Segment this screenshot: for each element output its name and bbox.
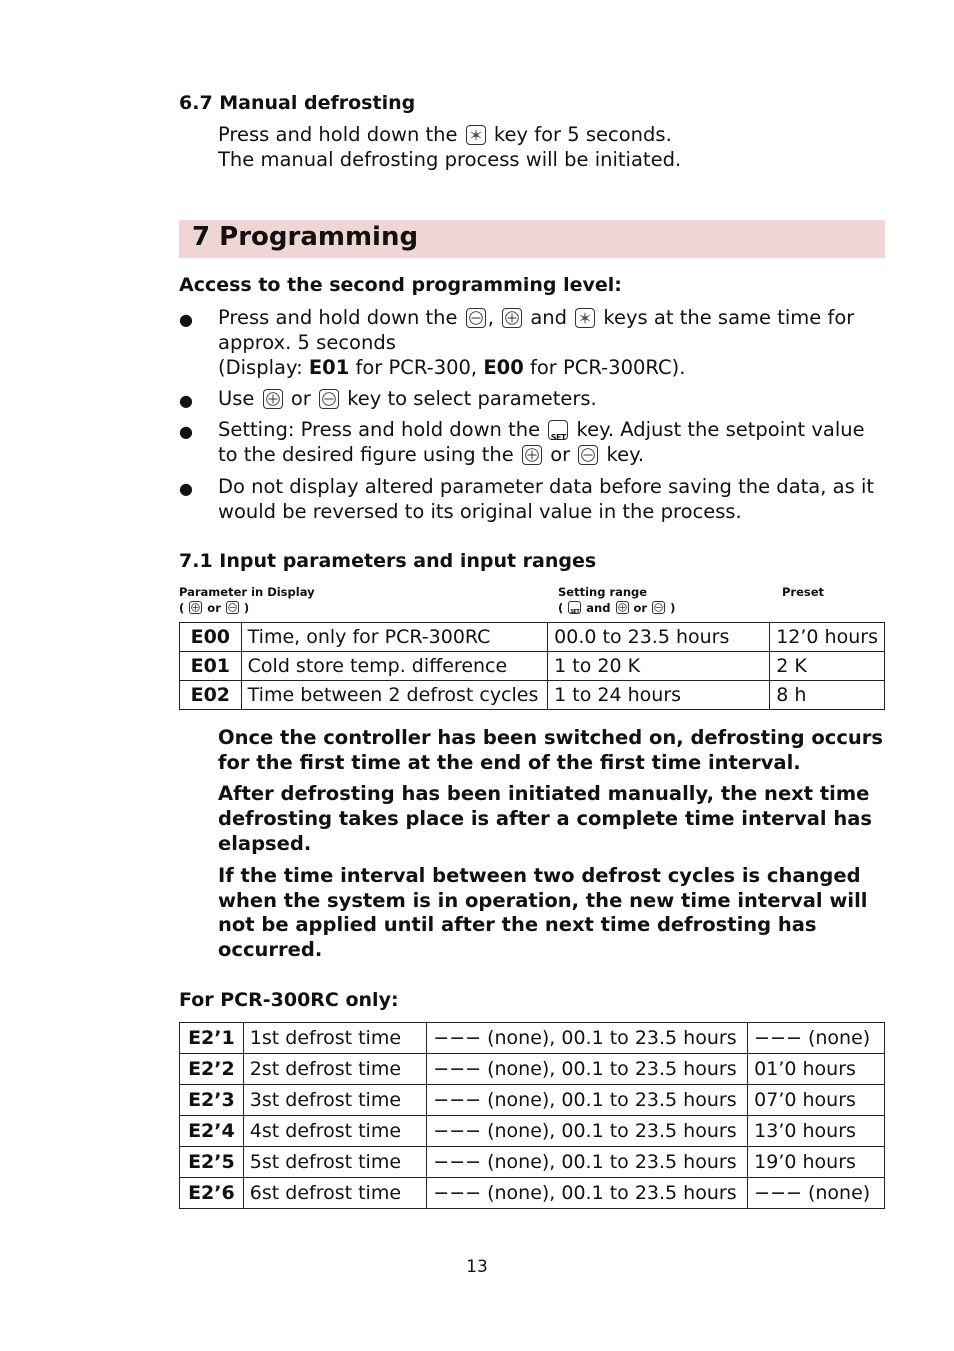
- table-row: [180, 681, 885, 710]
- param-code: E2’3: [180, 1085, 244, 1116]
- snowflake-key-icon: [466, 125, 486, 145]
- pcr300rc-defrost-table: [179, 1022, 885, 1209]
- param-code: E02: [180, 681, 242, 710]
- set-key-icon: SET: [548, 420, 568, 440]
- note-1-line-2: for the first time at the end of the first time interval.: [218, 751, 801, 774]
- column-header-preset: Preset: [782, 585, 825, 599]
- bullet-2-line-1: Use or key to select parameters.: [218, 387, 597, 410]
- bullet-1-line-2: approx. 5 seconds: [218, 331, 396, 354]
- param-description: Cold store temp. difference: [241, 652, 548, 681]
- param-code: E01: [180, 652, 242, 681]
- column-header-parameter: Parameter in Display ( or ): [179, 585, 315, 615]
- plus-key-icon: [522, 445, 542, 465]
- section-heading-manual-defrosting: 6.7 Manual defrosting: [179, 92, 416, 114]
- set-key-icon: SET: [568, 601, 581, 614]
- param-range: 1 to 24 hours: [548, 681, 770, 710]
- param-range: 00.0 to 23.5 hours: [548, 623, 770, 652]
- param-description: Time between 2 defrost cycles: [241, 681, 548, 710]
- param-code: E2’6: [180, 1178, 244, 1209]
- param-description: 2st defrost time: [243, 1054, 427, 1085]
- param-range: −−− (none), 00.1 to 23.5 hours: [427, 1085, 748, 1116]
- minus-key-icon: [466, 308, 486, 328]
- param-description: Time, only for PCR-300RC: [241, 623, 548, 652]
- section-banner-programming: [179, 220, 885, 258]
- param-description: 1st defrost time: [243, 1023, 427, 1054]
- param-preset: 2 K: [770, 652, 885, 681]
- param-range: 1 to 20 K: [548, 652, 770, 681]
- param-range: −−− (none), 00.1 to 23.5 hours: [427, 1116, 748, 1147]
- param-range: −−− (none), 00.1 to 23.5 hours: [427, 1178, 748, 1209]
- param-code: E2’1: [180, 1023, 244, 1054]
- param-code: E2’2: [180, 1054, 244, 1085]
- table-row: [180, 1147, 885, 1178]
- param-preset: 07’0 hours: [748, 1085, 885, 1116]
- note-3-line-3: not be applied until after the next time defrosting has: [218, 913, 817, 936]
- bullet-marker: ●: [179, 391, 193, 410]
- bullet-marker: ●: [179, 479, 193, 498]
- note-3-line-1: If the time interval between two defrost cycles is changed: [218, 864, 861, 887]
- note-2-line-3: elapsed.: [218, 832, 312, 855]
- page-number: 13: [466, 1257, 488, 1277]
- plus-key-icon: [189, 601, 202, 614]
- bullet-1-line-1: Press and hold down the , and keys at the same time for: [218, 306, 855, 329]
- bullet-4-line-1: Do not display altered parameter data before saving the data, as it: [218, 475, 875, 498]
- param-range: −−− (none), 00.1 to 23.5 hours: [427, 1054, 748, 1085]
- note-2-line-2: defrosting takes place is after a complete time interval has: [218, 807, 873, 830]
- param-description: 6st defrost time: [243, 1178, 427, 1209]
- param-description: 3st defrost time: [243, 1085, 427, 1116]
- note-3-line-2: when the system is in operation, the new time interval will: [218, 889, 868, 912]
- minus-key-icon: [578, 445, 598, 465]
- banner-title: 7 Programming: [192, 222, 419, 252]
- param-description: 4st defrost time: [243, 1116, 427, 1147]
- minus-key-icon: [226, 601, 239, 614]
- table-row: [180, 652, 885, 681]
- table-row: [180, 1085, 885, 1116]
- table-row: [180, 623, 885, 652]
- param-code: E2’5: [180, 1147, 244, 1178]
- access-heading: Access to the second programming level:: [179, 274, 622, 296]
- table-row: [180, 1178, 885, 1209]
- bullet-1-line-3: (Display: E01 for PCR-300, E00 for PCR-300RC).: [218, 356, 686, 379]
- table-row: [180, 1116, 885, 1147]
- bullet-marker: ●: [179, 422, 193, 441]
- param-preset: −−− (none): [748, 1023, 885, 1054]
- plus-key-icon: [502, 308, 522, 328]
- note-1-line-1: Once the controller has been switched on, defrosting occurs: [218, 726, 883, 749]
- table-row: [180, 1023, 885, 1054]
- note-3-line-4: occurred.: [218, 938, 323, 961]
- table-row: [180, 1054, 885, 1085]
- param-preset: 01’0 hours: [748, 1054, 885, 1085]
- param-range: −−− (none), 00.1 to 23.5 hours: [427, 1147, 748, 1178]
- bullet-marker: ●: [179, 310, 193, 329]
- plus-key-icon: [263, 389, 283, 409]
- param-preset: 13’0 hours: [748, 1116, 885, 1147]
- bullet-3-line-2: to the desired figure using the or key.: [218, 443, 645, 466]
- param-range: −−− (none), 00.1 to 23.5 hours: [427, 1023, 748, 1054]
- param-description: 5st defrost time: [243, 1147, 427, 1178]
- plus-key-icon: [616, 601, 629, 614]
- minus-key-icon: [319, 389, 339, 409]
- param-preset: −−− (none): [748, 1178, 885, 1209]
- param-preset: 19’0 hours: [748, 1147, 885, 1178]
- bullet-3-line-1: Setting: Press and hold down the SET key. Adjust the setpoint value: [218, 418, 865, 442]
- parameters-table: [179, 622, 885, 710]
- manual-defrost-line-2: The manual defrosting process will be initiated.: [218, 148, 682, 171]
- param-code: E00: [180, 623, 242, 652]
- manual-defrost-line-1: Press and hold down the key for 5 seconds.: [218, 123, 672, 146]
- param-code: E2’4: [180, 1116, 244, 1147]
- bullet-4-line-2: would be reversed to its original value in the process.: [218, 500, 742, 523]
- note-2-line-1: After defrosting has been initiated manually, the next time: [218, 782, 870, 805]
- param-preset: 8 h: [770, 681, 885, 710]
- column-header-setting-range: Setting range ( SET and or ): [558, 585, 676, 615]
- param-preset: 12’0 hours: [770, 623, 885, 652]
- section-heading-input-parameters: 7.1 Input parameters and input ranges: [179, 550, 597, 572]
- snowflake-key-icon: [575, 308, 595, 328]
- minus-key-icon: [652, 601, 665, 614]
- pcr300rc-heading: For PCR-300RC only:: [179, 989, 399, 1011]
